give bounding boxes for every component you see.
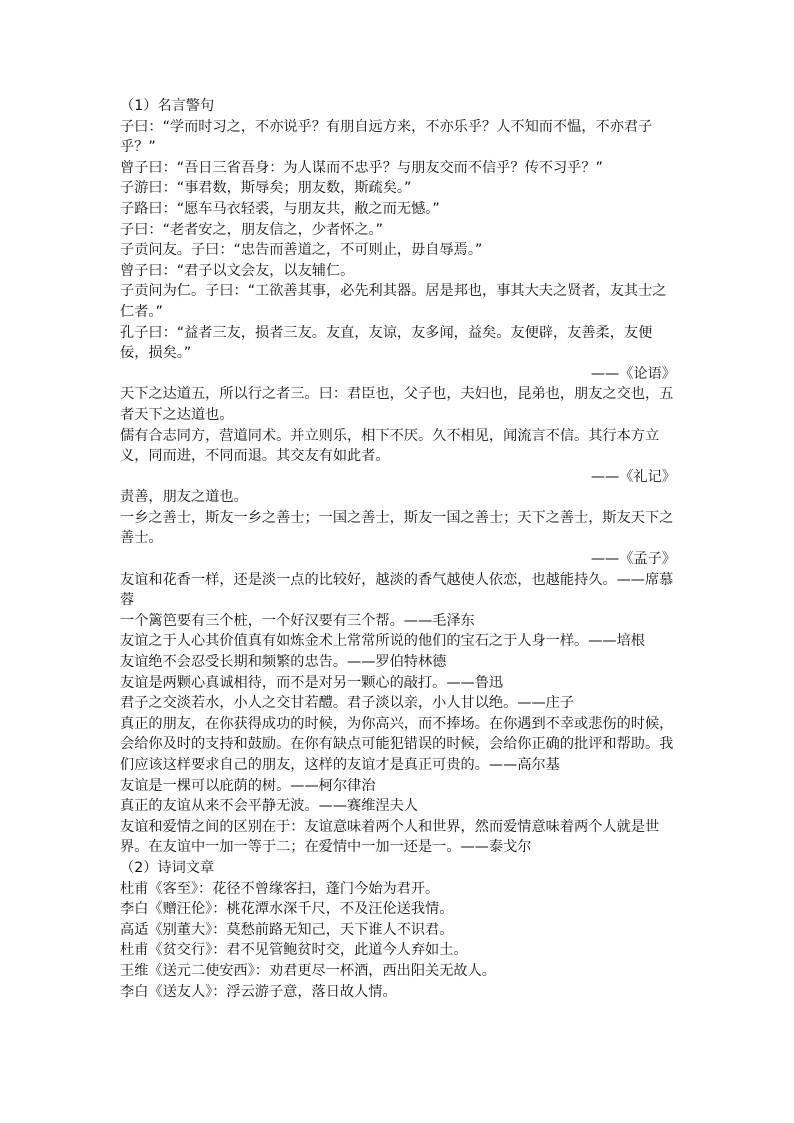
quote-line: 友谊是一棵可以庇荫的树。——柯尔律治: [120, 777, 376, 794]
quote-line: 子贡问为仁。子曰：“工欲善其事，必先利其器。居是邦也，事其大夫之贤者，友其士之仁者。”: [120, 283, 667, 320]
quote-line: 责善，朋友之道也。: [120, 489, 248, 506]
poem-line: 杜甫《客至》：花径不曾缘客扫，蓬门今始为君开。: [120, 880, 440, 897]
document-page: [120, 96, 676, 1002]
poem-line: 杜甫《贫交行》：君不见管鲍贫时交，此道今人弃如土。: [120, 942, 468, 959]
source-attribution: ——《孟子》: [590, 551, 676, 568]
quote-line: 一个篱笆要有三个桩，一个好汉要有三个帮。——毛泽东: [120, 612, 475, 629]
quote-line: 友谊和花香一样，还是淡一点的比较好，越淡的香气越使人依恋，也越能持久。——席慕蓉: [120, 571, 674, 609]
section-heading-quotes: （1）名言警句: [120, 98, 215, 114]
poem-line: 王维《送元二使安西》：劝君更尽一杯酒，西出阳关无故人。: [120, 962, 496, 979]
quote-line: 儒有合志同方，营道同术。并立则乐，相下不厌。久不相见，闻流言不信。其行本方立义，同而进，不同而退。其交友有如此者。: [120, 427, 660, 465]
poem-line: 高适《别董大》：莫愁前路无知己，天下谁人不识君。: [120, 921, 454, 938]
quote-line: 天下之达道五，所以行之者三。曰：君臣也，父子也，夫妇也，昆弟也，朋友之交也，五者天下之达道也。: [120, 386, 674, 423]
quote-line: 子曰：“老者安之，朋友信之，少者怀之。”: [120, 221, 383, 238]
quote-line: 君子之交淡若水，小人之交甘若醴。君子淡以亲，小人甘以绝。——庄子: [120, 695, 575, 712]
lunyu-quotes: [120, 117, 676, 385]
famous-quotes: [120, 570, 676, 858]
source-attribution: ——《论语》: [590, 365, 676, 382]
poem-line: 李白《赠汪伦》：桃花潭水深千尺，不及汪伦送我情。: [120, 901, 454, 918]
quote-line: 友谊之于人心其价值真有如炼金术上常常所说的他们的宝石之于人身一样。——培根: [120, 633, 645, 650]
quote-line: 真正的朋友，在你获得成功的时候，为你高兴，而不捧场。在你遇到不幸或悲伤的时候，会给你及时的支持和鼓励。在你有缺点可能犯错误的时候，会给你正确的批评和帮助。我们应该这样要求自己的朋友，这样的友谊才是真正可贵的。——高尔基: [120, 715, 674, 773]
quote-line: 一乡之善士，斯友一乡之善士；一国之善士，斯友一国之善士；天下之善士，斯友天下之善士。: [120, 509, 674, 547]
quote-line: 子贡问友。子曰：“忠告而善道之，不可则止，毋自辱焉。”: [120, 242, 483, 259]
quote-line: 友谊绝不会忍受长期和频繁的忠告。——罗伯特林德: [120, 654, 447, 671]
quote-line: 友谊是两颗心真诚相待，而不是对另一颗心的敲打。——鲁迅: [120, 674, 504, 691]
quote-line: 子路曰：“愿车马衣轻裘，与朋友共，敝之而无憾。”: [120, 200, 440, 217]
quote-line: 曾子曰：“吾日三省吾身：为人谋而不忠乎？与朋友交而不信乎？传不习乎？”: [120, 159, 603, 176]
poem-line: 李白《送友人》：浮云游子意，落日故人情。: [120, 983, 397, 1000]
liji-quotes: [120, 384, 676, 487]
quote-line: 子游曰：“事君数，斯辱矣；朋友数，斯疏矣。”: [120, 180, 412, 197]
quote-line: 真正的友谊从来不会平静无波。——赛维涅夫人: [120, 798, 418, 815]
quote-line: 友谊和爱情之间的区别在于：友谊意味着两个人和世界，然而爱情意味着两个人就是世界。在友谊中一加一等于二；在爱情中一加一还是一。——泰戈尔: [120, 818, 660, 856]
section-heading-poems: （2）诗词文章: [120, 859, 215, 876]
source-attribution: ——《礼记》: [590, 468, 676, 485]
quote-line: 子曰：“学而时习之，不亦说乎？有朋自远方来，不亦乐乎？人不知而不愠，不亦君子乎？”: [120, 118, 653, 156]
mengzi-quotes: [120, 487, 676, 569]
quote-line: 曾子曰：“君子以文会友，以友辅仁。: [120, 262, 355, 279]
poem-lines: [120, 879, 676, 1003]
quote-line: 孔子曰：“益者三友，损者三友。友直，友谅，友多闻，益矣。友便辟，友善柔，友便佞，损矣。”: [120, 324, 653, 362]
